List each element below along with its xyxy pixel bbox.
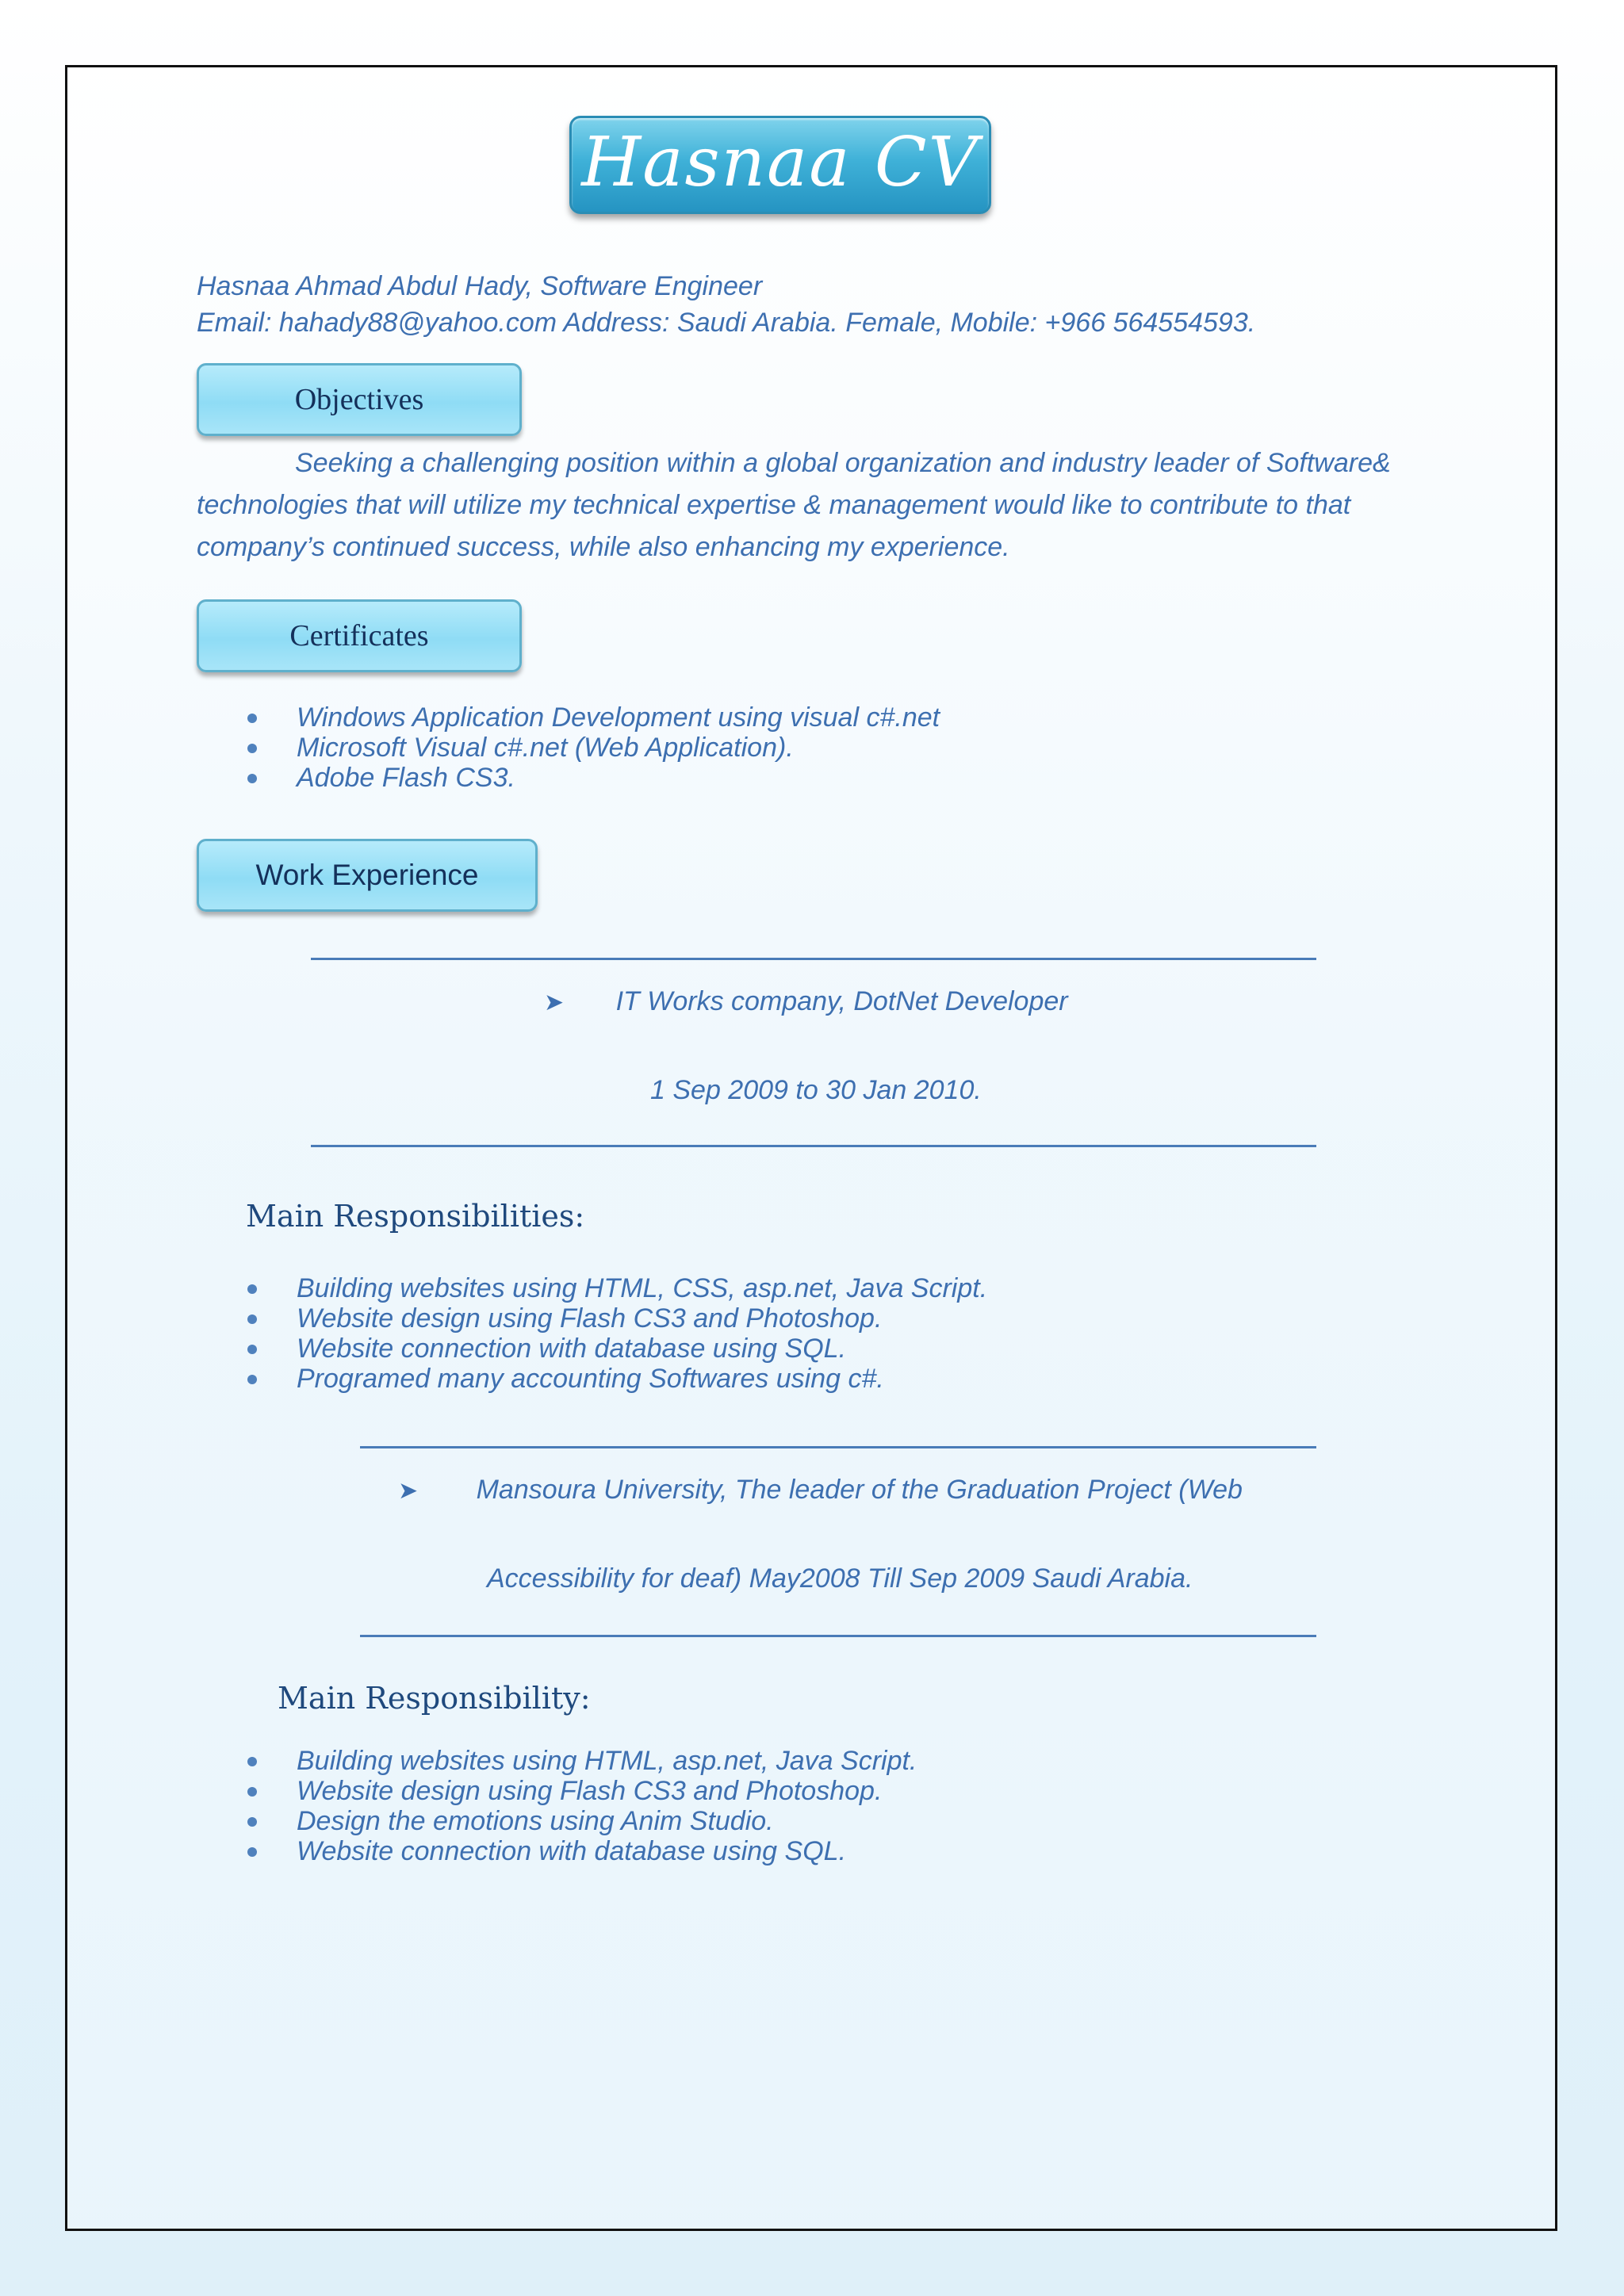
list-item: Building websites using HTML, asp.net, Java Script. <box>247 1746 1437 1776</box>
arrow-bullet-icon: ➤ <box>398 1478 419 1504</box>
bullet-icon <box>247 714 257 723</box>
certificates-heading: Certificates <box>289 619 429 652</box>
job-2-title: Mansoura University, The leader of the Graduation Project (Web <box>476 1475 1243 1505</box>
list-item: Programed many accounting Softwares using c#. <box>247 1364 1437 1394</box>
bullet-icon <box>247 1284 257 1294</box>
title-banner <box>569 116 991 214</box>
work-experience-heading: Work Experience <box>255 859 479 891</box>
list-item: Design the emotions using Anim Studio. <box>247 1806 1437 1836</box>
bullet-icon <box>247 1375 257 1384</box>
bullet-icon <box>247 1847 257 1857</box>
contact-block <box>197 268 1545 341</box>
list-item: Website design using Flash CS3 and Photoshop. <box>247 1776 1437 1806</box>
job-1-responsibilities-heading: Main Responsibilities: <box>246 1199 585 1234</box>
objectives-line-1: Seeking a challenging position within a global organization and industry leader of Software& <box>295 448 1391 478</box>
objectives-heading-box <box>197 363 522 436</box>
job-2-dates: Accessibility for deaf) May2008 Till Sep 2009 Saudi Arabia. <box>487 1563 1193 1594</box>
objectives-text <box>197 442 1434 568</box>
bullet-icon <box>247 774 257 783</box>
bullet-icon <box>247 1314 257 1324</box>
bullet-icon <box>247 1817 257 1827</box>
list-item: Microsoft Visual c#.net (Web Application). <box>247 733 1437 763</box>
objectives-line-2: technologies that will utilize my technical expertise & management would like to contribute to that <box>197 490 1351 520</box>
job-1-dates: 1 Sep 2009 to 30 Jan 2010. <box>650 1075 982 1105</box>
objectives-heading: Objectives <box>294 383 424 416</box>
page-title: Hasnaa CV <box>581 123 979 202</box>
list-item: Building websites using HTML, CSS, asp.net, Java Script. <box>247 1273 1437 1303</box>
divider <box>360 1446 1316 1448</box>
list-item: Website connection with database using SQL. <box>247 1836 1437 1866</box>
job-1-title: IT Works company, DotNet Developer <box>615 986 1068 1016</box>
job-1-title-row <box>544 986 1068 1017</box>
bullet-icon <box>247 1345 257 1354</box>
job-2-responsibilities-heading: Main Responsibility: <box>278 1681 591 1716</box>
job-2-responsibilities-list <box>247 1746 1437 1866</box>
divider <box>311 958 1316 960</box>
arrow-bullet-icon: ➤ <box>544 989 565 1016</box>
list-item: Windows Application Development using visual c#.net <box>247 702 1437 733</box>
bullet-icon <box>247 744 257 753</box>
job-1-responsibilities-list <box>247 1273 1437 1394</box>
certificates-heading-box <box>197 599 522 672</box>
contact-details-line: Email: hahady88@yahoo.com Address: Saudi Arabia. Female, Mobile: +966 564554593. <box>197 308 1256 338</box>
contact-name-line: Hasnaa Ahmad Abdul Hady, Software Engineer <box>197 271 763 301</box>
objectives-line-3: company’s continued success, while also enhancing my experience. <box>197 532 1010 562</box>
certificates-list <box>247 702 1437 793</box>
bullet-icon <box>247 1787 257 1797</box>
bullet-icon <box>247 1757 257 1766</box>
list-item: Adobe Flash CS3. <box>247 763 1437 793</box>
divider <box>311 1145 1316 1147</box>
list-item: Website connection with database using SQL. <box>247 1334 1437 1364</box>
list-item: Website design using Flash CS3 and Photoshop. <box>247 1303 1437 1334</box>
job-2-title-row <box>398 1475 1243 1506</box>
work-experience-heading-box <box>197 839 538 912</box>
divider <box>360 1635 1316 1637</box>
